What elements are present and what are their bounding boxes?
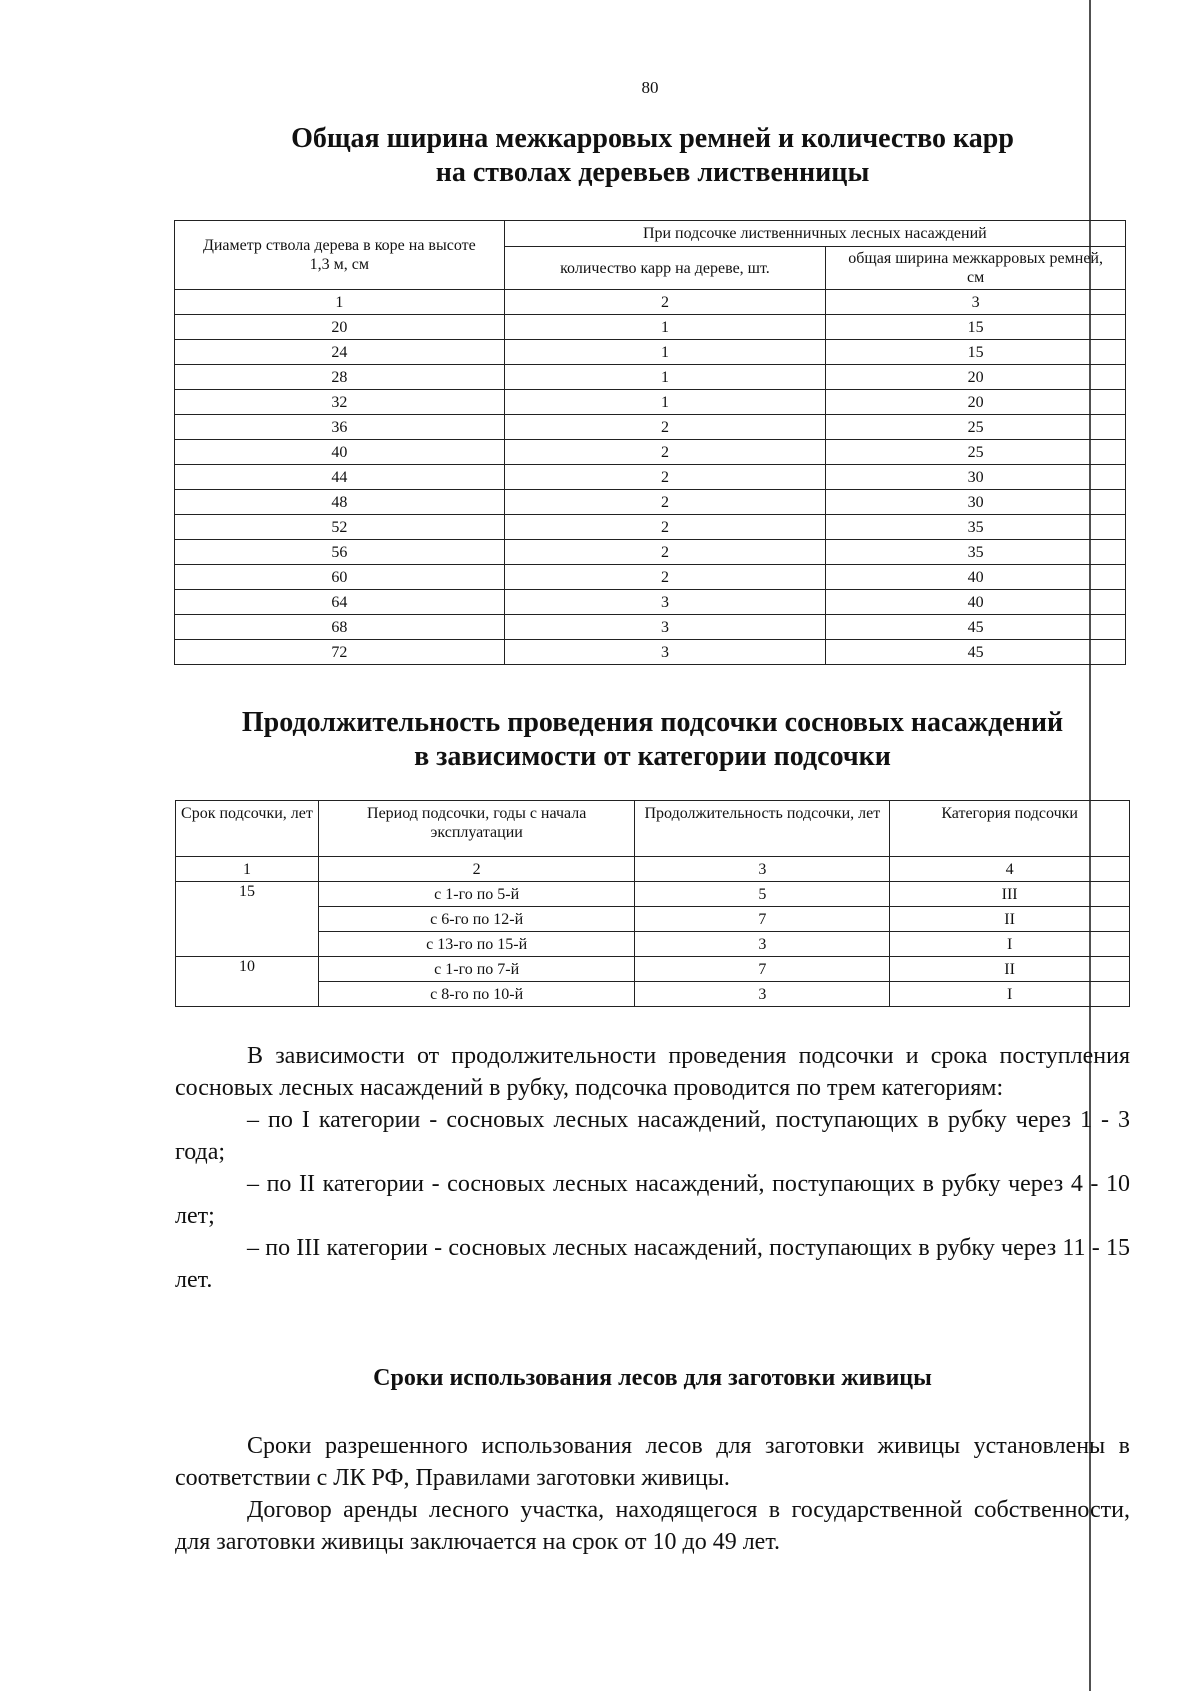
table1-title-line1: Общая ширина межкарровых ремней и количество карр <box>291 123 1014 154</box>
table-row <box>175 340 1126 365</box>
table-row <box>175 390 1126 415</box>
table-cell: III <box>890 882 1130 907</box>
numbering-row <box>176 857 1130 882</box>
table-cell: 32 <box>175 390 505 415</box>
table-cell: 2 <box>504 565 826 590</box>
table-row <box>175 465 1126 490</box>
table-cell: 2 <box>504 515 826 540</box>
table-cell: 1 <box>504 315 826 340</box>
col-header-diameter: Диаметр ствола дерева в коре на высоте 1,3 м, см <box>175 221 505 290</box>
larch-tapping-table <box>174 220 1126 665</box>
page-number: 80 <box>641 78 659 97</box>
category-item-2: – по II категории - сосновых лесных насаждений, поступающих в рубку через 4 - 10 лет; <box>175 1171 1130 1229</box>
table-cell: 7 <box>635 957 890 982</box>
table-cell: 7 <box>635 907 890 932</box>
table-cell: 64 <box>175 590 505 615</box>
col-header-term: Срок подсочки, лет <box>176 801 319 857</box>
table-cell: 1 <box>504 340 826 365</box>
table-row <box>175 565 1126 590</box>
table-cell: 3 <box>504 590 826 615</box>
table-cell: 56 <box>175 540 505 565</box>
table-row <box>175 540 1126 565</box>
table-cell: 20 <box>175 315 505 340</box>
numbering-row <box>175 290 1126 315</box>
table-row <box>176 932 1130 957</box>
group-header: При подсочке лиственничных лесных насаждений <box>504 221 1125 247</box>
table-row <box>175 415 1126 440</box>
table1-title-line2: на стволах деревьев лиственницы <box>435 157 870 188</box>
table2-title <box>175 706 1130 774</box>
table-cell: 20 <box>826 390 1126 415</box>
table-row <box>175 515 1126 540</box>
category-item-3: – по III категории - сосновых лесных насаждений, поступающих в рубку через 11 - 15 лет. <box>175 1235 1130 1293</box>
section3-title: Сроки использования лесов для заготовки живицы <box>373 1365 932 1391</box>
table2-title-line1: Продолжительность проведения подсочки сосновых насаждений <box>241 707 1064 738</box>
table-cell: 2 <box>318 857 635 882</box>
table-cell: 35 <box>826 540 1126 565</box>
col-header-width: общая ширина межкарровых ремней, см <box>826 247 1126 290</box>
table-cell: 52 <box>175 515 505 540</box>
col-header-duration: Продолжительность подсочки, лет <box>635 801 890 857</box>
table-cell: 72 <box>175 640 505 665</box>
table-cell: 30 <box>826 490 1126 515</box>
table-cell: 25 <box>826 440 1126 465</box>
table-cell: 60 <box>175 565 505 590</box>
table-cell: 20 <box>826 365 1126 390</box>
col-header-count: количество карр на дереве, шт. <box>504 247 826 290</box>
table-cell: II <box>890 957 1130 982</box>
table-row <box>176 957 1130 982</box>
table-cell: 1 <box>176 857 319 882</box>
col-header-period: Период подсочки, годы с начала эксплуатации <box>318 801 635 857</box>
table-cell: с 13-го по 15-й <box>318 932 635 957</box>
table-cell: 28 <box>175 365 505 390</box>
terms-text <box>175 1430 1130 1558</box>
categories-text <box>175 1040 1130 1296</box>
table-cell: II <box>890 907 1130 932</box>
table-cell: 2 <box>504 490 826 515</box>
terms-paragraph-1: Сроки разрешенного использования лесов для заготовки живицы установлены в соответствии с ЛК РФ, Правилами заготовки живицы. <box>175 1433 1130 1491</box>
table-cell: 45 <box>826 615 1126 640</box>
table2-title-line2: в зависимости от категории подсочки <box>414 741 891 772</box>
table-cell: 68 <box>175 615 505 640</box>
table-cell: 25 <box>826 415 1126 440</box>
table-cell: I <box>890 982 1130 1007</box>
table-cell: 3 <box>635 982 890 1007</box>
table-row <box>175 440 1126 465</box>
table-row <box>175 590 1126 615</box>
table-cell: с 1-го по 5-й <box>318 882 635 907</box>
table-row <box>176 982 1130 1007</box>
table-cell: 2 <box>504 540 826 565</box>
table-cell: 35 <box>826 515 1126 540</box>
table-cell: 2 <box>504 415 826 440</box>
table-cell: 15 <box>826 340 1126 365</box>
table1-title <box>175 122 1130 190</box>
table-cell: 3 <box>826 290 1126 315</box>
table1-body <box>175 290 1126 665</box>
table-cell: 40 <box>826 590 1126 615</box>
table-cell: 48 <box>175 490 505 515</box>
table-cell: 4 <box>890 857 1130 882</box>
table-cell: 1 <box>504 390 826 415</box>
category-item-1: – по I категории - сосновых лесных насаждений, поступающих в рубку через 1 - 3 года; <box>175 1107 1130 1165</box>
table-cell: 36 <box>175 415 505 440</box>
table-cell: 3 <box>504 640 826 665</box>
table-cell: 45 <box>826 640 1126 665</box>
table-row <box>175 640 1126 665</box>
table-cell: 40 <box>826 565 1126 590</box>
pine-tapping-table <box>175 800 1130 1007</box>
table-cell: I <box>890 932 1130 957</box>
table-cell: 44 <box>175 465 505 490</box>
table-cell: 1 <box>175 290 505 315</box>
table-row <box>175 365 1126 390</box>
table-cell: 15 <box>826 315 1126 340</box>
term-cell: 15 <box>176 882 319 957</box>
table-cell: 3 <box>635 857 890 882</box>
table-row <box>176 907 1130 932</box>
table-cell: 3 <box>635 932 890 957</box>
table-cell: 2 <box>504 440 826 465</box>
table-row <box>175 490 1126 515</box>
col-header-category: Категория подсочки <box>890 801 1130 857</box>
table-cell: 40 <box>175 440 505 465</box>
table-cell: 30 <box>826 465 1126 490</box>
table-row <box>175 615 1126 640</box>
table-cell: 5 <box>635 882 890 907</box>
terms-paragraph-2: Договор аренды лесного участка, находящегося в государственной собственности, для заготовки живицы заключается на срок от 10 до 49 лет. <box>175 1497 1130 1555</box>
table-cell: с 8-го по 10-й <box>318 982 635 1007</box>
table-cell: с 1-го по 7-й <box>318 957 635 982</box>
table-row <box>175 315 1126 340</box>
table-cell: 24 <box>175 340 505 365</box>
table-cell: 2 <box>504 290 826 315</box>
term-cell: 10 <box>176 957 319 1007</box>
table-cell: 3 <box>504 615 826 640</box>
table-cell: 2 <box>504 465 826 490</box>
table-row <box>176 882 1130 907</box>
table-cell: 1 <box>504 365 826 390</box>
intro-paragraph: В зависимости от продолжительности проведения подсочки и срока поступления сосновых лесных насаждений в рубку, подсочка проводится по трем категориям: <box>175 1043 1130 1101</box>
table-cell: с 6-го по 12-й <box>318 907 635 932</box>
